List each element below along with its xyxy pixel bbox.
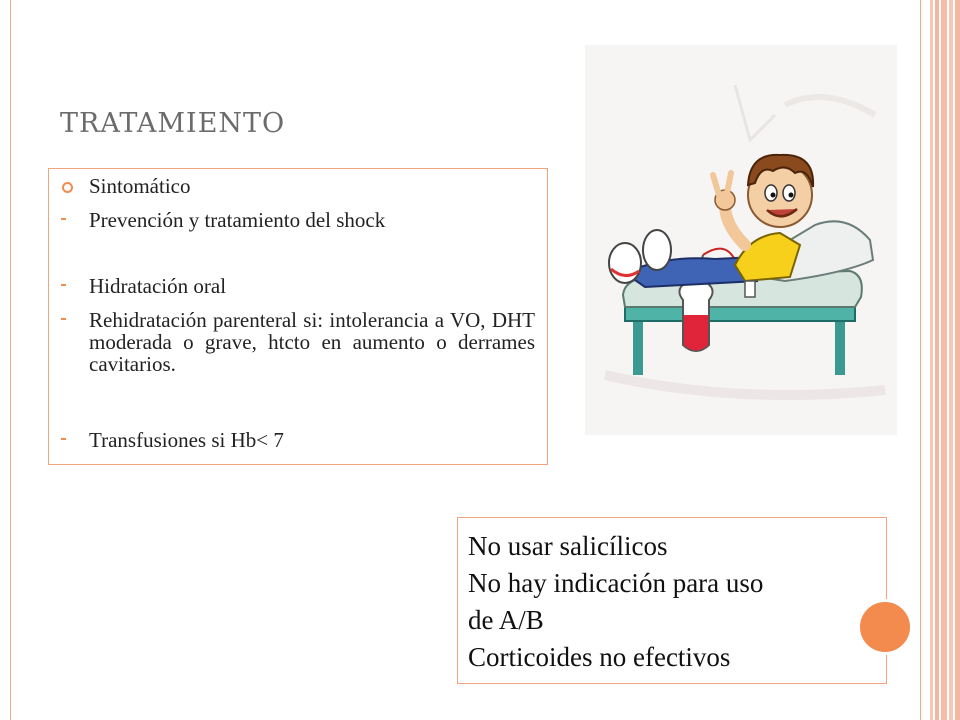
note-line: No usar salicílicos: [468, 531, 668, 561]
list-item-text: Prevención y tratamiento del shock: [89, 208, 386, 232]
list-item-text: Transfusiones si Hb< 7: [89, 428, 284, 452]
list-item-text: Hidratación oral: [89, 274, 227, 298]
note-line: No hay indicación para uso: [468, 568, 764, 598]
list-item: [49, 275, 238, 297]
dash-bullet-icon: [61, 284, 66, 286]
right-decorative-stripes: [930, 0, 960, 720]
list-item: [49, 209, 397, 231]
list-item: [49, 309, 547, 375]
patient-illustration: [585, 45, 897, 435]
ring-bullet-icon: [62, 182, 73, 193]
dash-bullet-icon: [61, 218, 66, 220]
list-item: [49, 429, 296, 451]
dash-bullet-icon: [61, 318, 66, 320]
left-border-line: [10, 0, 11, 720]
notes-box: [457, 517, 887, 684]
list-item-text: Rehidratación parenteral si: intolerancia a VO, DHT moderada o grave, htcto en aumento o derrames cavitarios.: [89, 308, 535, 376]
note-line: de A/B: [468, 605, 544, 635]
dash-bullet-icon: [61, 438, 66, 440]
right-border-line: [920, 0, 921, 720]
orange-circle-decoration: [857, 599, 913, 655]
note-line: Corticoides no efectivos: [468, 642, 731, 672]
slide-title: TRATAMIENTO: [60, 108, 286, 139]
list-item: [49, 175, 203, 197]
list-item-text: Sintomático: [89, 174, 191, 198]
cartoon-patient-on-bed-with-iv-bag-icon: [585, 45, 897, 435]
treatment-list-box: [48, 168, 548, 465]
